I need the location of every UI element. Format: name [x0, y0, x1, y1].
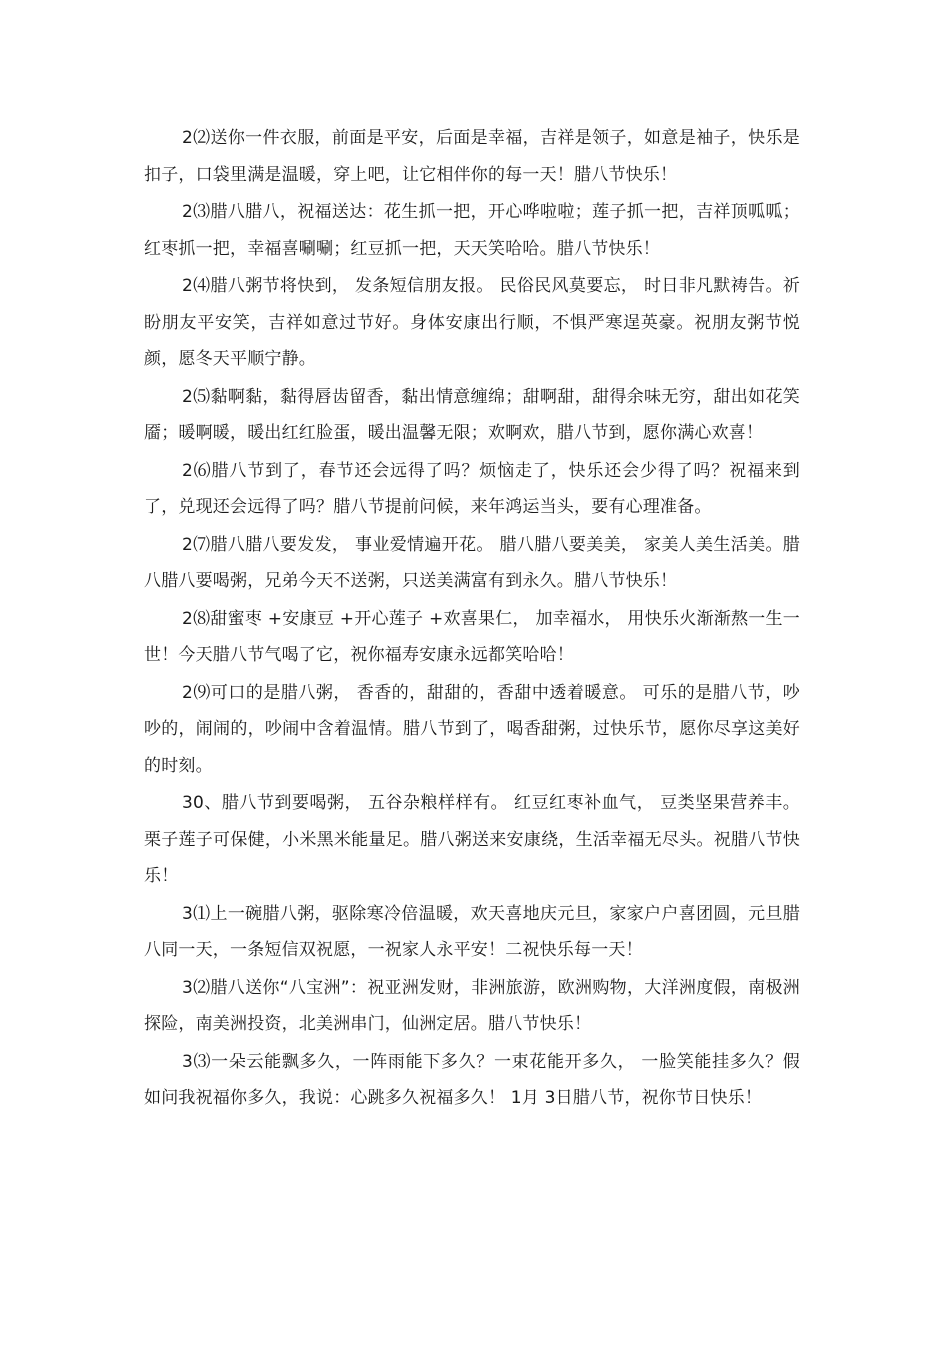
paragraph-28: 2⑻甜蜜枣 +安康豆 +开心莲子 +欢喜果仁， 加幸福水， 用快乐火渐渐熬一生一世！今天腊八节气喝了它，祝你福寿安康永远都笑哈哈！ — [144, 608, 800, 665]
paragraph-33: 3⑶一朵云能飘多久，一阵雨能下多久？一束花能开多久， 一脸笑能挂多久？假如问我祝福你多久，我说：心跳多久祝福多久！ 1月 3日腊八节，祝你节日快乐！ — [144, 1051, 800, 1108]
paragraph-32: 3⑵腊八送你“八宝洲”：祝亚洲发财，非洲旅游，欧洲购物，大洋洲度假，南极洲探险，南美洲投资，北美洲串门，仙洲定居。腊八节快乐！ — [144, 977, 800, 1034]
paragraph-29: 2⑼可口的是腊八粥， 香香的，甜甜的，香甜中透着暖意。 可乐的是腊八节，吵吵的，闹闹的，吵闹中含着温情。腊八节到了，喝香甜粥，过快乐节，愿你尽享这美好的时刻。 — [144, 682, 800, 776]
paragraph-23: 2⑶腊八腊八，祝福送达：花生抓一把，开心哗啦啦；莲子抓一把，吉祥顶呱呱；红枣抓一把，幸福喜唰唰；红豆抓一把，天天笑哈哈。腊八节快乐！ — [144, 202, 800, 259]
paragraph-31: 3⑴上一碗腊八粥，驱除寒冷倍温暖，欢天喜地庆元旦，家家户户喜团圆，元旦腊八同一天，一条短信双祝愿，一祝家人永平安！二祝快乐每一天！ — [144, 903, 800, 960]
paragraph-24: 2⑷腊八粥节将快到， 发条短信朋友报。 民俗民风莫要忘， 时日非凡默祷告。祈盼朋友平安笑，吉祥如意过节好。身体安康出行顺，不惧严寒逞英豪。祝朋友粥节悦颜，愿冬天平顺宁静。 — [144, 276, 800, 369]
paragraph-30: 30、腊八节到要喝粥， 五谷杂粮样样有。 红豆红枣补血气， 豆类坚果营养丰。栗子莲子可保健，小米黑米能量足。腊八粥送来安康绕，生活幸福无尽头。祝腊八节快乐！ — [144, 793, 800, 886]
document-body — [144, 120, 800, 1118]
paragraph-22: 2⑵送你一件衣服，前面是平安，后面是幸福，吉祥是领子，如意是袖子，快乐是扣子，口袋里满是温暖，穿上吧，让它相伴你的每一天！腊八节快乐！ — [144, 128, 800, 185]
paragraph-25: 2⑸黏啊黏，黏得唇齿留香，黏出情意缠绵；甜啊甜，甜得余味无穷，甜出如花笑靥；暖啊暖，暖出红红脸蛋，暖出温馨无限；欢啊欢，腊八节到，愿你满心欢喜！ — [144, 386, 800, 443]
paragraph-26: 2⑹腊八节到了，春节还会远得了吗？烦恼走了，快乐还会少得了吗？祝福来到了，兑现还会远得了吗？腊八节提前问候，来年鸿运当头，要有心理准备。 — [144, 460, 800, 517]
paragraph-27: 2⑺腊八腊八要发发， 事业爱情遍开花。 腊八腊八要美美， 家美人美生活美。腊八腊八要喝粥，兄弟今天不送粥，只送美满富有到永久。腊八节快乐！ — [144, 534, 800, 591]
